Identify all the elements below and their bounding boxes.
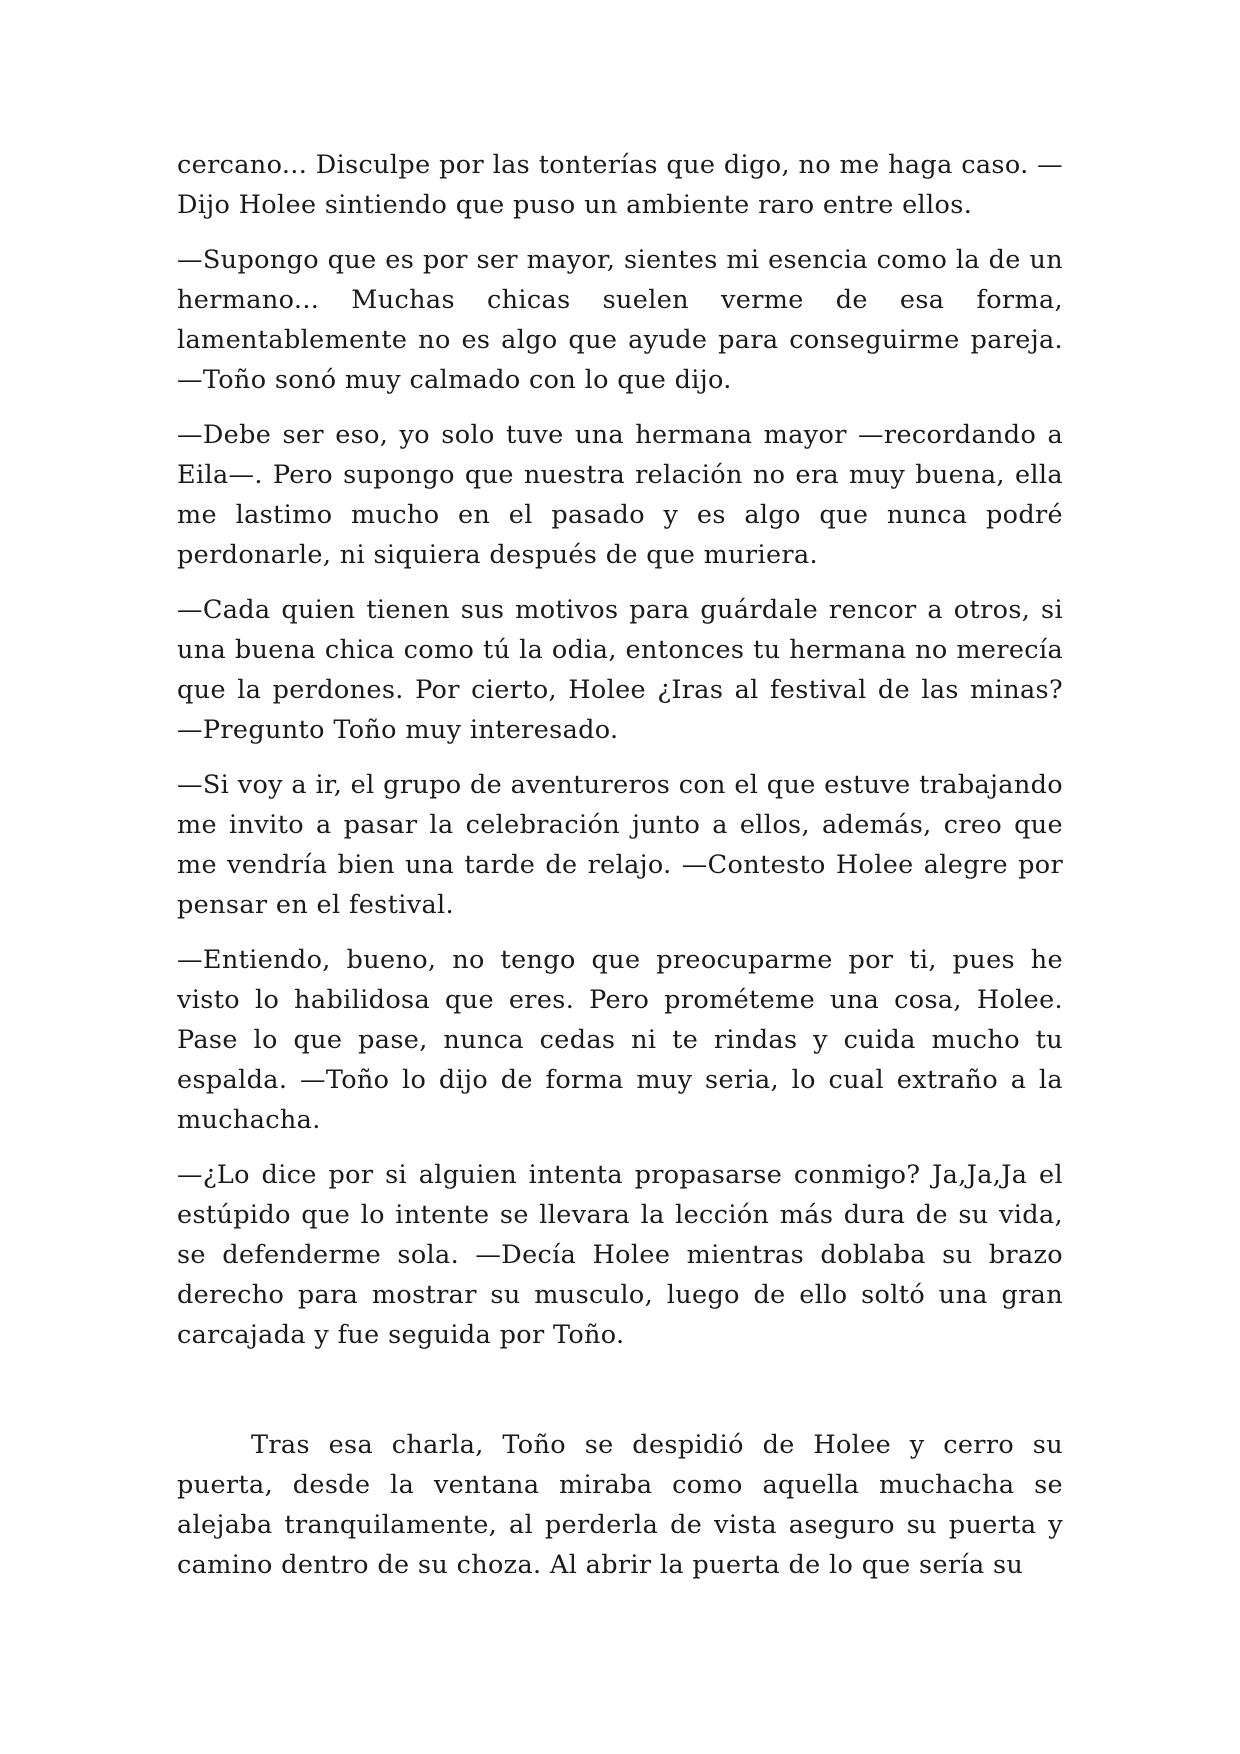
document-body — [177, 145, 1063, 1600]
paragraph-2: —Supongo que es por ser mayor, sientes mi esencia como la de un hermano... Muchas chicas suelen verme de esa forma, lamentablemente no es algo que ayude para conseguirme pareja. —Toño sonó muy calmado con lo que dijo. — [177, 245, 1063, 395]
paragraph-5: —Si voy a ir, el grupo de aventureros con el que estuve trabajando me invito a pasar la celebración junto a ellos, además, creo que me vendría bien una tarde de relajo. —Contesto Holee alegre por pensar en el festival. — [177, 770, 1063, 920]
paragraph-8: Tras esa charla, Toño se despidió de Holee y cerro su puerta, desde la ventana miraba como aquella muchacha se alejaba tranquilamente, al perderla de vista aseguro su puerta y camino dentro de su choza. Al abrir la puerta de lo que sería su — [177, 1430, 1063, 1580]
paragraph-7: —¿Lo dice por si alguien intenta propasarse conmigo? Ja,Ja,Ja el estúpido que lo intente se llevara la lección más dura de su vida, se defenderme sola. —Decía Holee mientras doblaba su brazo derecho para mostrar su musculo, luego de ello soltó una gran carcajada y fue seguida por Toño. — [177, 1160, 1063, 1350]
paragraph-3: —Debe ser eso, yo solo tuve una hermana mayor —recordando a Eila—. Pero supongo que nuestra relación no era muy buena, ella me lastimo mucho en el pasado y es algo que nunca podré perdonarle, ni siquiera después de que muriera. — [177, 420, 1063, 570]
paragraph-6: —Entiendo, bueno, no tengo que preocuparme por ti, pues he visto lo habilidosa que eres. Pero prométeme una cosa, Holee. Pase lo que pase, nunca cedas ni te rindas y cuida mucho tu espalda. —Toño lo dijo de forma muy seria, lo cual extraño a la muchacha. — [177, 945, 1063, 1135]
paragraph-4: —Cada quien tienen sus motivos para guárdale rencor a otros, si una buena chica como tú la odia, entonces tu hermana no merecía que la perdones. Por cierto, Holee ¿Iras al festival de las minas? —Pregunto Toño muy interesado. — [177, 595, 1063, 745]
paragraph-1: cercano... Disculpe por las tonterías que digo, no me haga caso. —Dijo Holee sintiendo que puso un ambiente raro entre ellos. — [177, 150, 1063, 220]
